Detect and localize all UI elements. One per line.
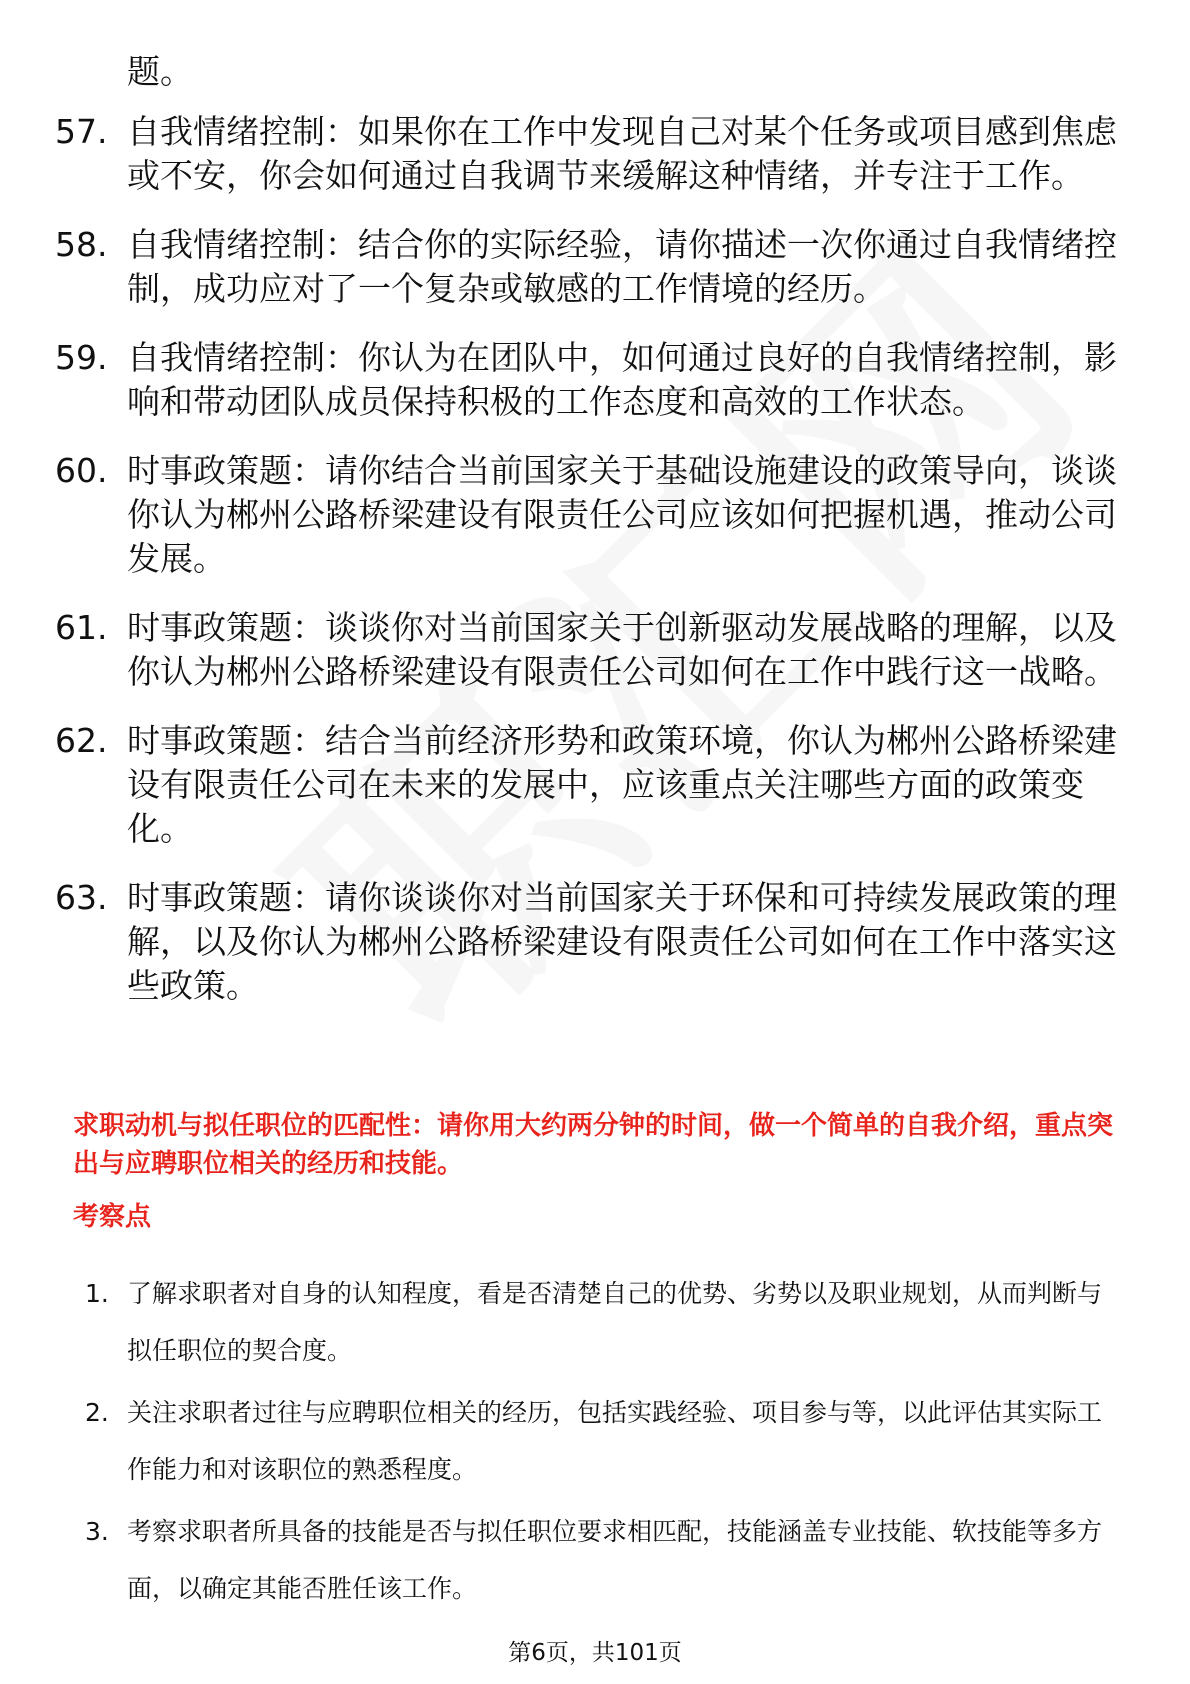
point-text: 关注求职者过往与应聘职位相关的经历，包括实践经验、项目参与等，以此评估其实际工作能力和对该职位的熟悉程度。 [127, 1398, 1103, 1484]
question-text: 自我情绪控制：结合你的实际经验，请你描述一次你通过自我情绪控制，成功应对了一个复杂或敏感的工作情境的经历。 [127, 225, 1117, 308]
assessment-point [85, 1503, 1125, 1617]
question-text: 时事政策题：谈谈你对当前国家关于创新驱动发展战略的理解，以及你认为郴州公路桥梁建设有限责任公司如何在工作中践行这一战略。 [127, 608, 1117, 691]
continued-text-fragment: 题。 [127, 52, 193, 91]
assessment-points-list [85, 1265, 1125, 1622]
point-text: 考察求职者所具备的技能是否与拟任职位要求相匹配，技能涵盖专业技能、软技能等多方面，以确定其能否胜任该工作。 [127, 1517, 1103, 1603]
point-number: 2. [85, 1398, 109, 1427]
question-item [55, 719, 1125, 851]
assessment-point [85, 1384, 1125, 1498]
question-number: 62. [55, 721, 108, 760]
question-text: 时事政策题：请你结合当前国家关于基础设施建设的政策导向，谈谈你认为郴州公路桥梁建设有限责任公司应该如何把握机遇，推动公司发展。 [127, 451, 1117, 578]
question-number: 63. [55, 878, 108, 917]
question-text: 自我情绪控制：如果你在工作中发现自己对某个任务或项目感到焦虑或不安，你会如何通过自我调节来缓解这种情绪，并专注于工作。 [127, 112, 1117, 195]
question-item [55, 876, 1125, 1008]
question-text: 自我情绪控制：你认为在团队中，如何通过良好的自我情绪控制，影响和带动团队成员保持积极的工作态度和高效的工作状态。 [127, 338, 1117, 421]
question-number: 59. [55, 338, 108, 377]
point-number: 3. [85, 1517, 109, 1546]
question-item [55, 449, 1125, 581]
section-title: 考察点 [73, 1202, 152, 1232]
question-number: 61. [55, 608, 108, 647]
question-number: 57. [55, 112, 108, 151]
question-list [55, 110, 1125, 1033]
question-number: 60. [55, 451, 108, 490]
question-text: 时事政策题：结合当前经济形势和政策环境，你认为郴州公路桥梁建设有限责任公司在未来的发展中，应该重点关注哪些方面的政策变化。 [127, 721, 1117, 848]
question-text: 时事政策题：请你谈谈你对当前国家关于环保和可持续发展政策的理解，以及你认为郴州公路桥梁建设有限责任公司如何在工作中落实这些政策。 [127, 878, 1117, 1005]
question-item [55, 110, 1125, 198]
assessment-point [85, 1265, 1125, 1379]
point-number: 1. [85, 1279, 109, 1308]
page-footer: 第6页，共101页 [508, 1640, 682, 1666]
question-number: 58. [55, 225, 108, 264]
question-item [55, 223, 1125, 311]
question-item [55, 606, 1125, 694]
highlighted-question: 求职动机与拟任职位的匹配性：请你用大约两分钟的时间，做一个简单的自我介绍，重点突出与应聘职位相关的经历和技能。 [73, 1111, 1114, 1179]
question-item [55, 336, 1125, 424]
point-text: 了解求职者对自身的认知程度，看是否清楚自己的优势、劣势以及职业规划，从而判断与拟任职位的契合度。 [127, 1279, 1103, 1365]
